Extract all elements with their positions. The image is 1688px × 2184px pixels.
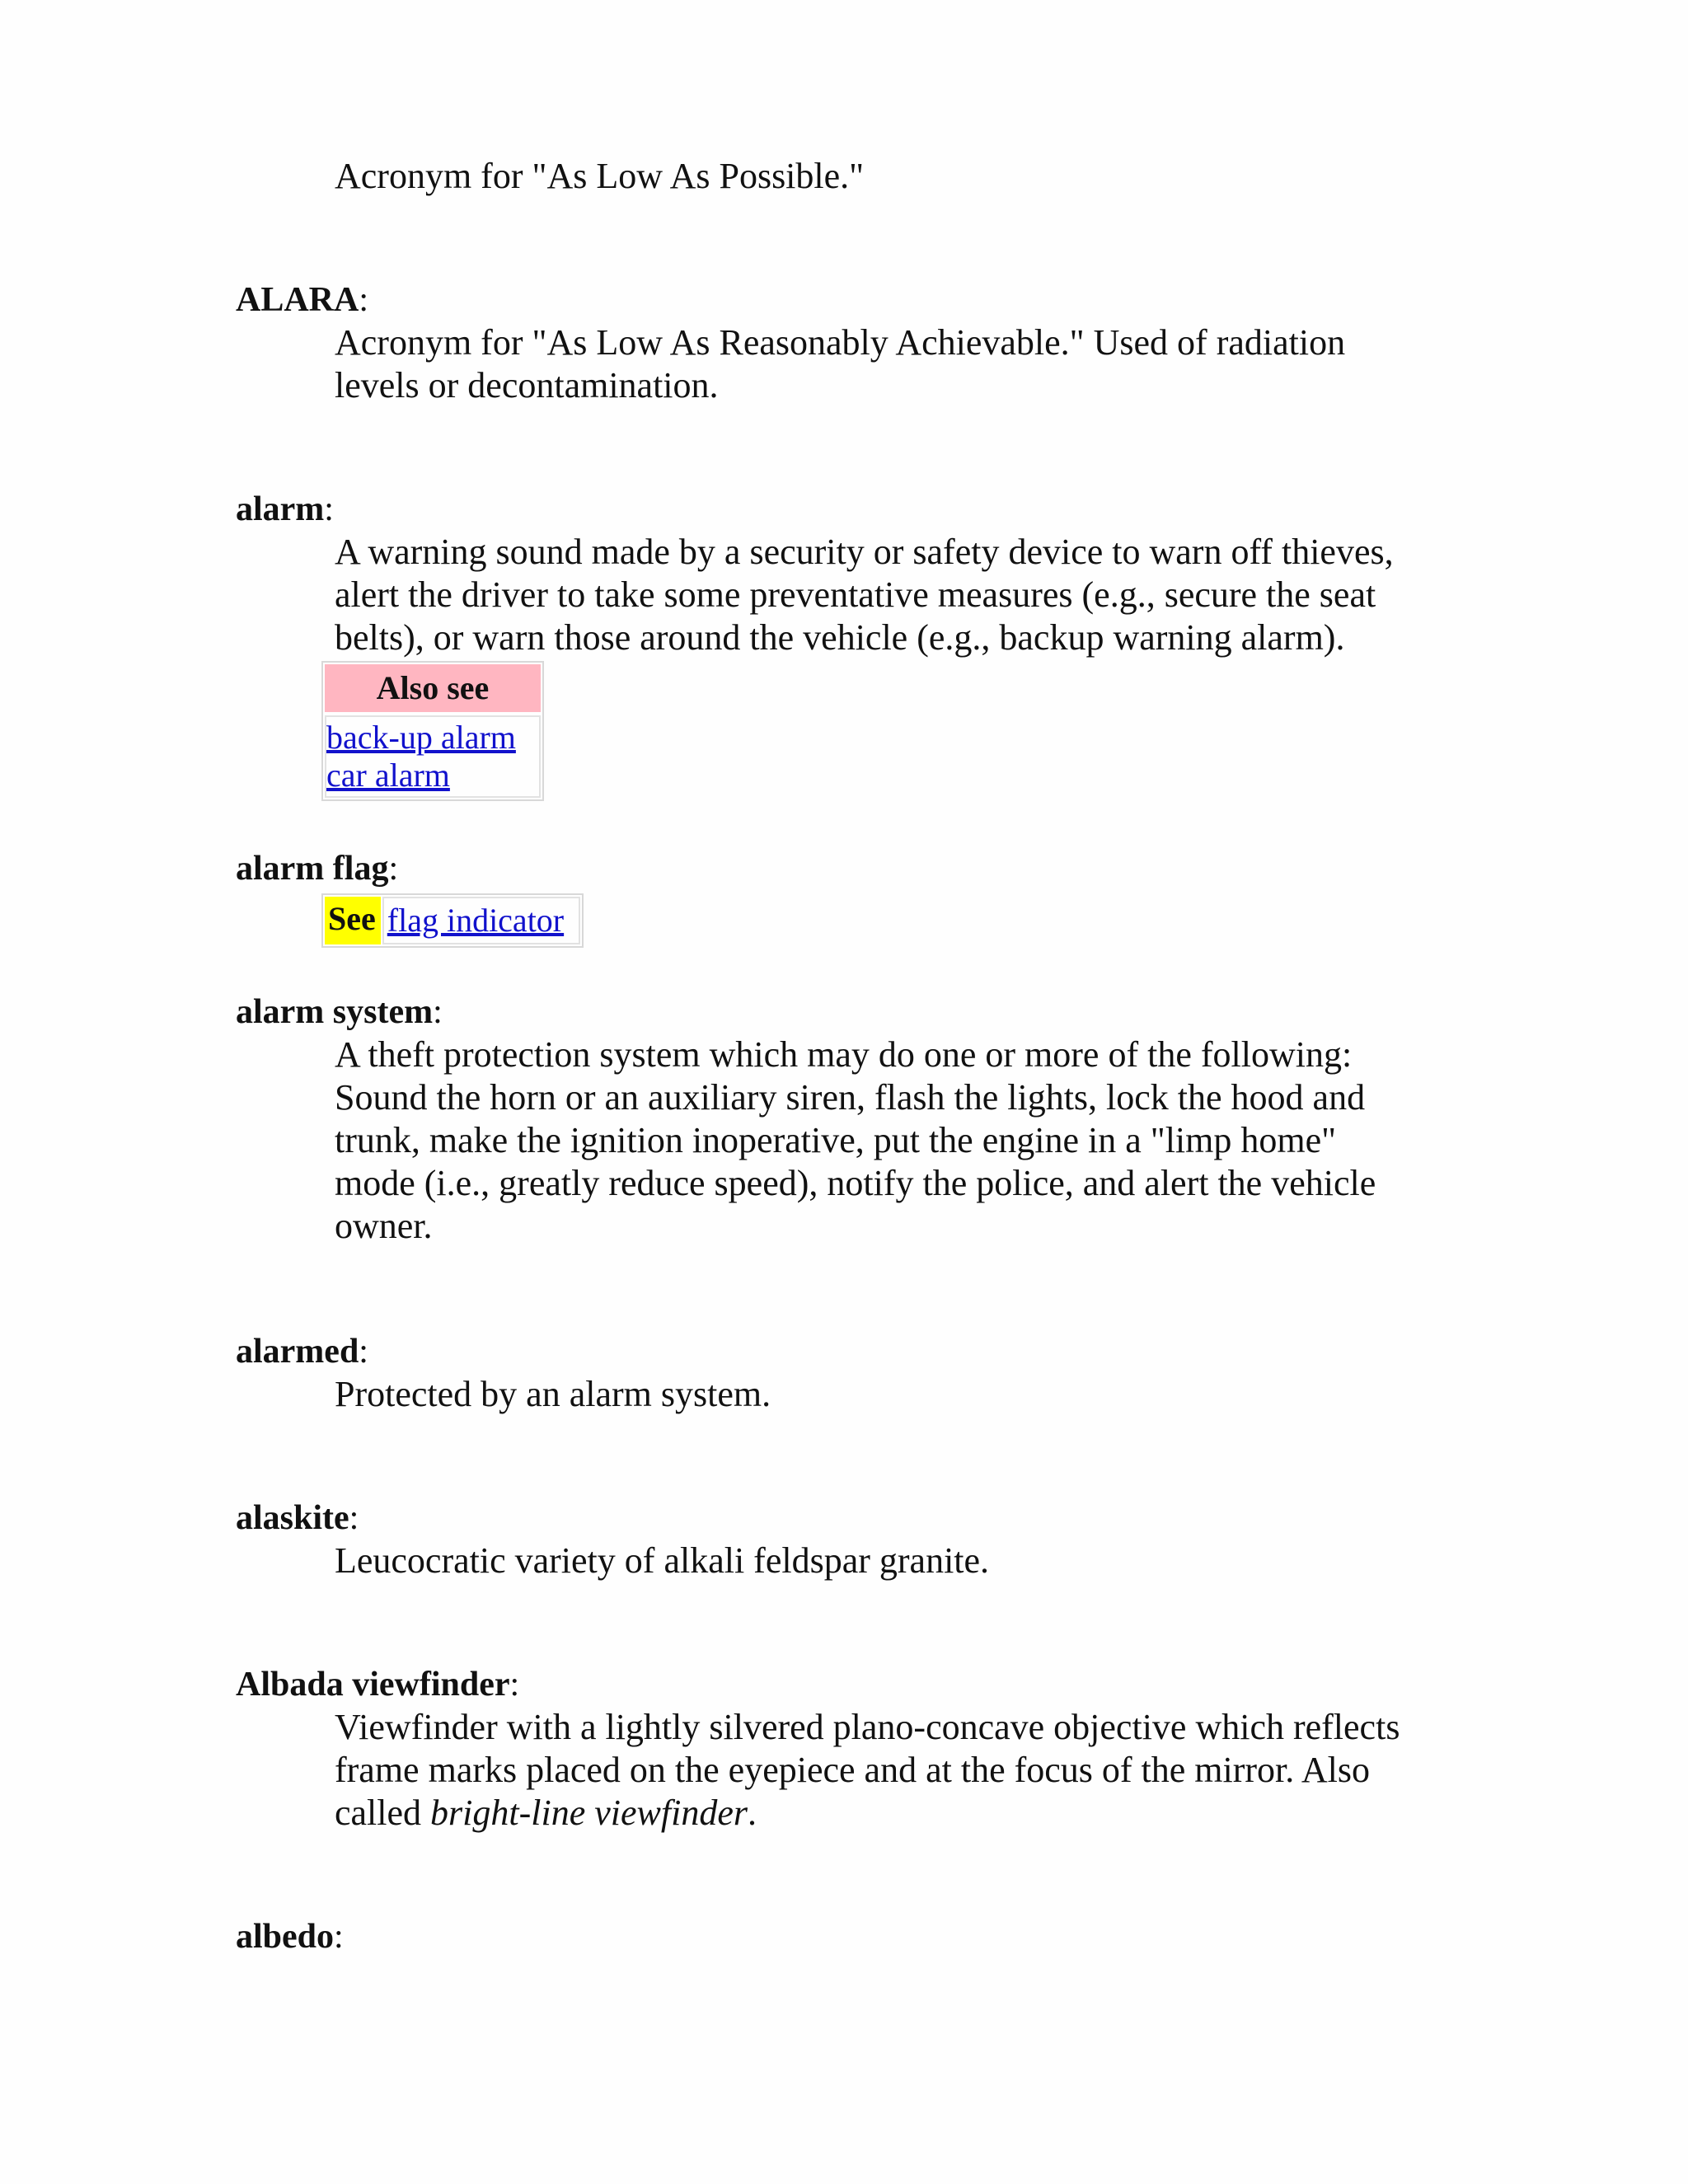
definition-text-fragment: . <box>747 1793 757 1833</box>
definition-text <box>335 1033 1439 1248</box>
link-car-alarm[interactable]: car alarm <box>326 757 450 794</box>
entry-term: ALARA <box>236 281 359 319</box>
also-see-box <box>321 661 544 801</box>
definition-line: Sound the horn or an auxiliary siren, flash the lights, lock the hood and <box>335 1077 1366 1118</box>
glossary-entry-albedo <box>236 1915 1472 1958</box>
entry-colon: : <box>334 1918 344 1956</box>
link-flag-indicator[interactable]: flag indicator <box>387 902 565 939</box>
definition-line: A theft protection system which may do one or more of the following: <box>335 1034 1353 1075</box>
see-label: See <box>325 897 381 944</box>
entry-colon: : <box>359 1333 368 1371</box>
glossary-entry-albada-viewfinder <box>236 1663 1472 1835</box>
entry-colon: : <box>349 1499 359 1537</box>
entry-term: alarm flag <box>236 850 389 888</box>
entry-colon: : <box>324 490 334 528</box>
definition-line: owner. <box>335 1206 433 1246</box>
definition-line: Viewfinder with a lightly silvered plano-concave objective which reflects <box>335 1707 1400 1747</box>
entry-heading <box>236 488 1472 531</box>
also-see-links <box>325 715 541 798</box>
entry-colon: : <box>388 850 399 888</box>
link-back-up-alarm[interactable]: back-up alarm <box>326 719 516 756</box>
entry-term: alarmed <box>236 1333 359 1371</box>
definition-text <box>335 1373 1439 1416</box>
definition-line: Acronym for "As Low As Reasonably Achievable." Used of radiation <box>335 322 1346 363</box>
glossary-entry-alarmed <box>236 1330 1472 1416</box>
see-reference-box <box>321 893 584 948</box>
also-see-heading: Also see <box>325 664 541 712</box>
definition-text: Acronym for "As Low As Possible." <box>335 156 865 196</box>
definition-line: belts), or warn those around the vehicle (e.g., backup warning alarm). <box>335 617 1345 658</box>
definition-line: levels or decontamination. <box>335 365 719 405</box>
entry-term: Albada viewfinder <box>236 1666 510 1704</box>
definition-line: alert the driver to take some preventative measures (e.g., secure the seat <box>335 574 1376 615</box>
definition-text-fragment: called <box>335 1793 431 1833</box>
glossary-entry-alarm <box>236 488 1472 801</box>
entry-term: alarm <box>236 490 325 528</box>
definition-text <box>335 1540 1439 1582</box>
entry-heading <box>236 1497 1472 1540</box>
definition-line: Leucocratic variety of alkali feldspar granite. <box>335 1540 990 1581</box>
definition-line: Protected by an alarm system. <box>335 1374 771 1414</box>
entry-heading <box>236 1330 1472 1373</box>
definition-text <box>335 321 1439 407</box>
entry-heading <box>236 1915 1472 1958</box>
glossary-entry-alarm-system <box>236 991 1472 1248</box>
entry-heading <box>236 1663 1472 1706</box>
definition-text <box>335 531 1439 659</box>
glossary-entry-alarm-flag <box>236 847 1472 948</box>
definition-line: mode (i.e., greatly reduce speed), notify the police, and alert the vehicle <box>335 1163 1376 1203</box>
italic-term: bright-line viewfinder <box>430 1793 748 1833</box>
entry-colon: : <box>433 993 443 1031</box>
definition-line: A warning sound made by a security or safety device to warn off thieves, <box>335 532 1394 572</box>
entry-heading <box>236 279 1472 321</box>
glossary-entry-alaskite <box>236 1497 1472 1582</box>
definition-line <box>335 1792 1439 1835</box>
see-link-cell <box>382 897 580 944</box>
glossary-entry-alara <box>236 279 1472 407</box>
entry-heading <box>236 847 1472 890</box>
definition-text <box>335 1706 1439 1835</box>
entry-colon: : <box>359 281 369 319</box>
entry-term: alaskite <box>236 1499 349 1537</box>
definition-line: frame marks placed on the eyepiece and at the focus of the mirror. Also <box>335 1750 1370 1790</box>
entry-colon: : <box>509 1666 520 1704</box>
entry-term: alarm system <box>236 993 434 1031</box>
definition-line: trunk, make the ignition inoperative, put the engine in a "limp home" <box>335 1120 1337 1160</box>
entry-heading <box>236 991 1472 1033</box>
entry-term: albedo <box>236 1918 335 1956</box>
